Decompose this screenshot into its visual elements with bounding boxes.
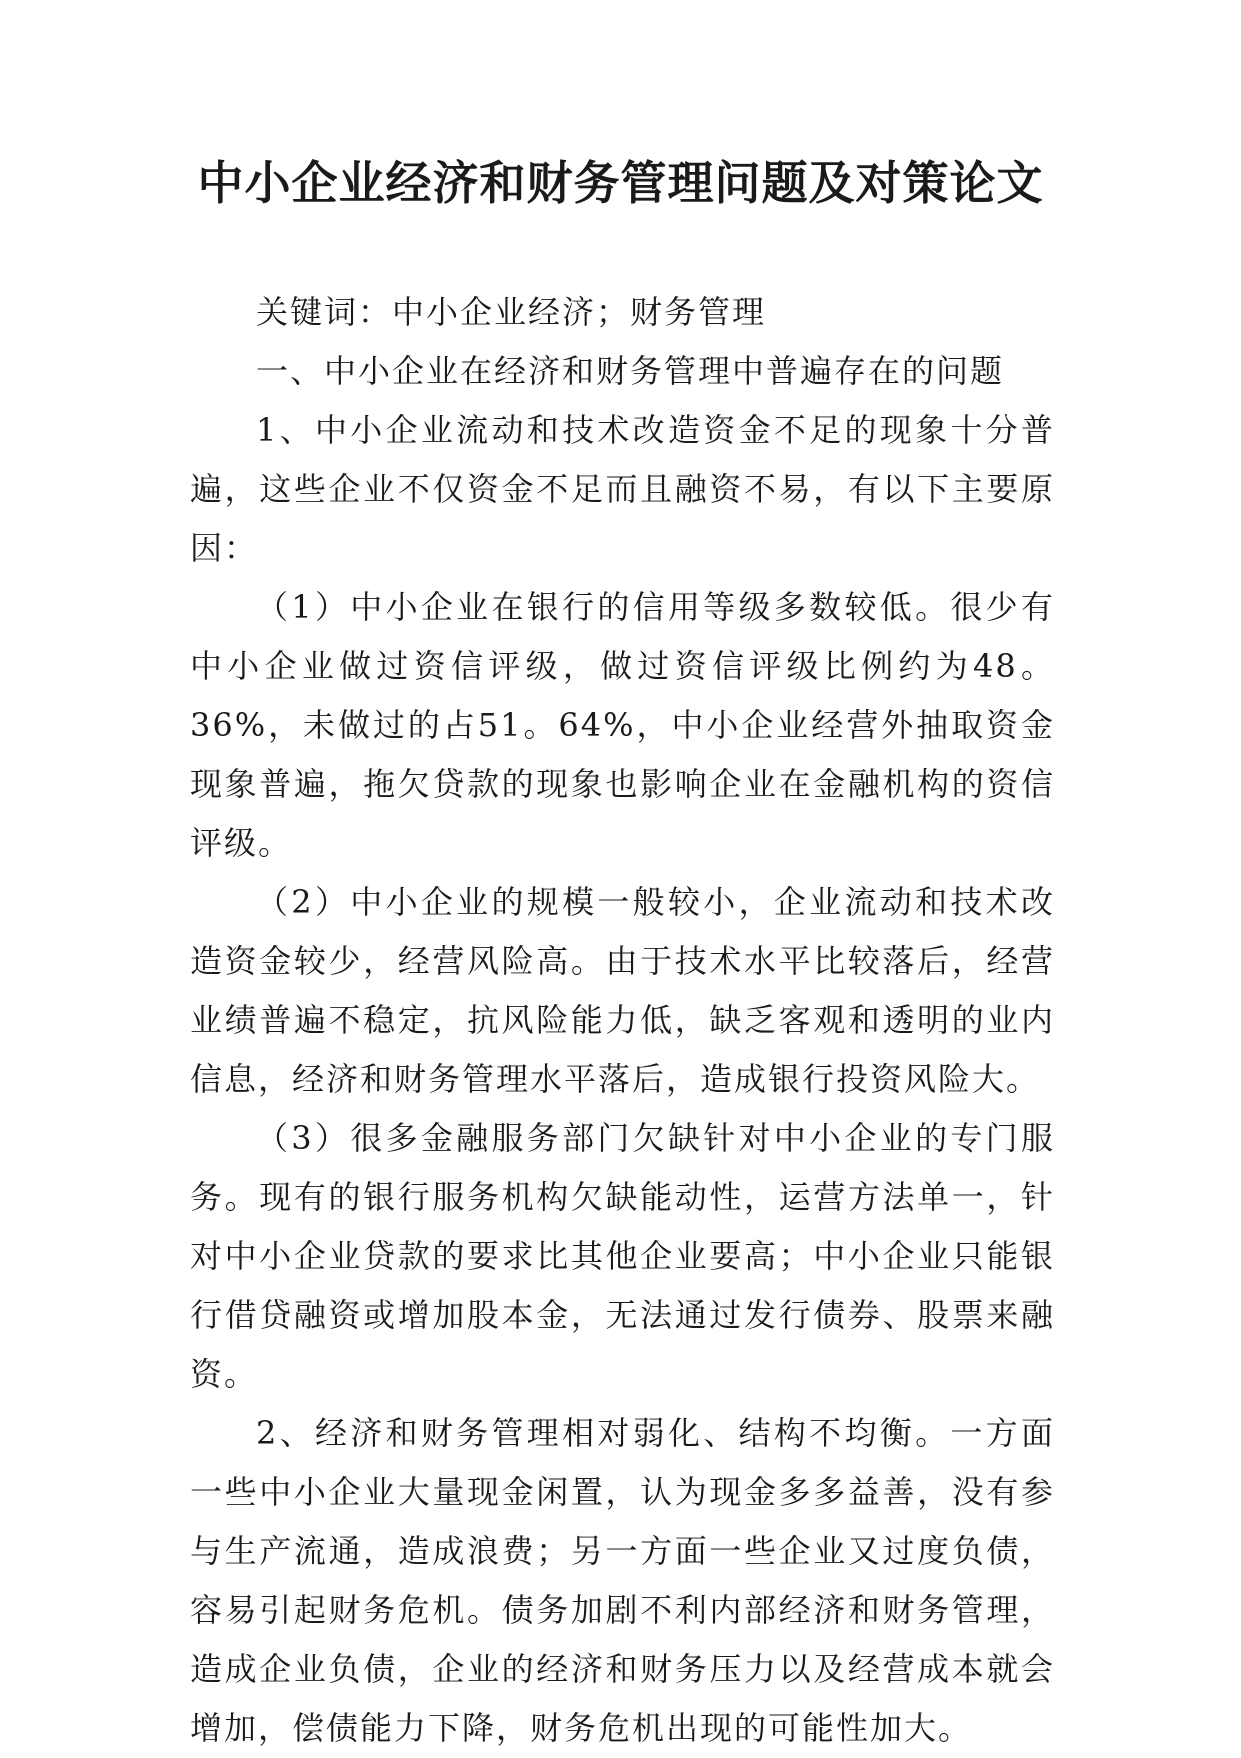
- document-body: [190, 283, 1055, 1758]
- section-heading-1: 一、中小企业在经济和财务管理中普遍存在的问题: [256, 352, 1005, 390]
- paragraph-item-1: 1、中小企业流动和技术改造资金不足的现象十分普遍，这些企业不仅资金不足而且融资不易，有以下主要原因：: [190, 411, 1055, 567]
- keywords-paragraph: 关键词：中小企业经济；财务管理: [256, 293, 767, 331]
- paragraph-subitem-1: （1）中小企业在银行的信用等级多数较低。很少有中小企业做过资信评级，做过资信评级比例约为48。36%，未做过的占51。64%，中小企业经营外抽取资金现象普遍，拖欠贷款的现象也影响企业在金融机构的资信评级。: [190, 588, 1055, 862]
- document-title: 中小企业经济和财务管理问题及对策论文: [197, 156, 1044, 210]
- paragraph-item-2: 2、经济和财务管理相对弱化、结构不均衡。一方面一些中小企业大量现金闲置，认为现金多多益善，没有参与生产流通，造成浪费；另一方面一些企业又过度负债，容易引起财务危机。债务加剧不利内部经济和财务管理，造成企业负债，企业的经济和财务压力以及经营成本就会增加，偿债能力下降，财务危机出现的可能性加大。: [190, 1414, 1055, 1747]
- paragraph-subitem-3: （3）很多金融服务部门欠缺针对中小企业的专门服务。现有的银行服务机构欠缺能动性，运营方法单一，针对中小企业贷款的要求比其他企业要高；中小企业只能银行借贷融资或增加股本金，无法通过发行债券、股票来融资。: [190, 1119, 1055, 1393]
- paragraph-subitem-2: （2）中小企业的规模一般较小，企业流动和技术改造资金较少，经营风险高。由于技术水平比较落后，经营业绩普遍不稳定，抗风险能力低，缺乏客观和透明的业内信息，经济和财务管理水平落后，造成银行投资风险大。: [190, 883, 1055, 1098]
